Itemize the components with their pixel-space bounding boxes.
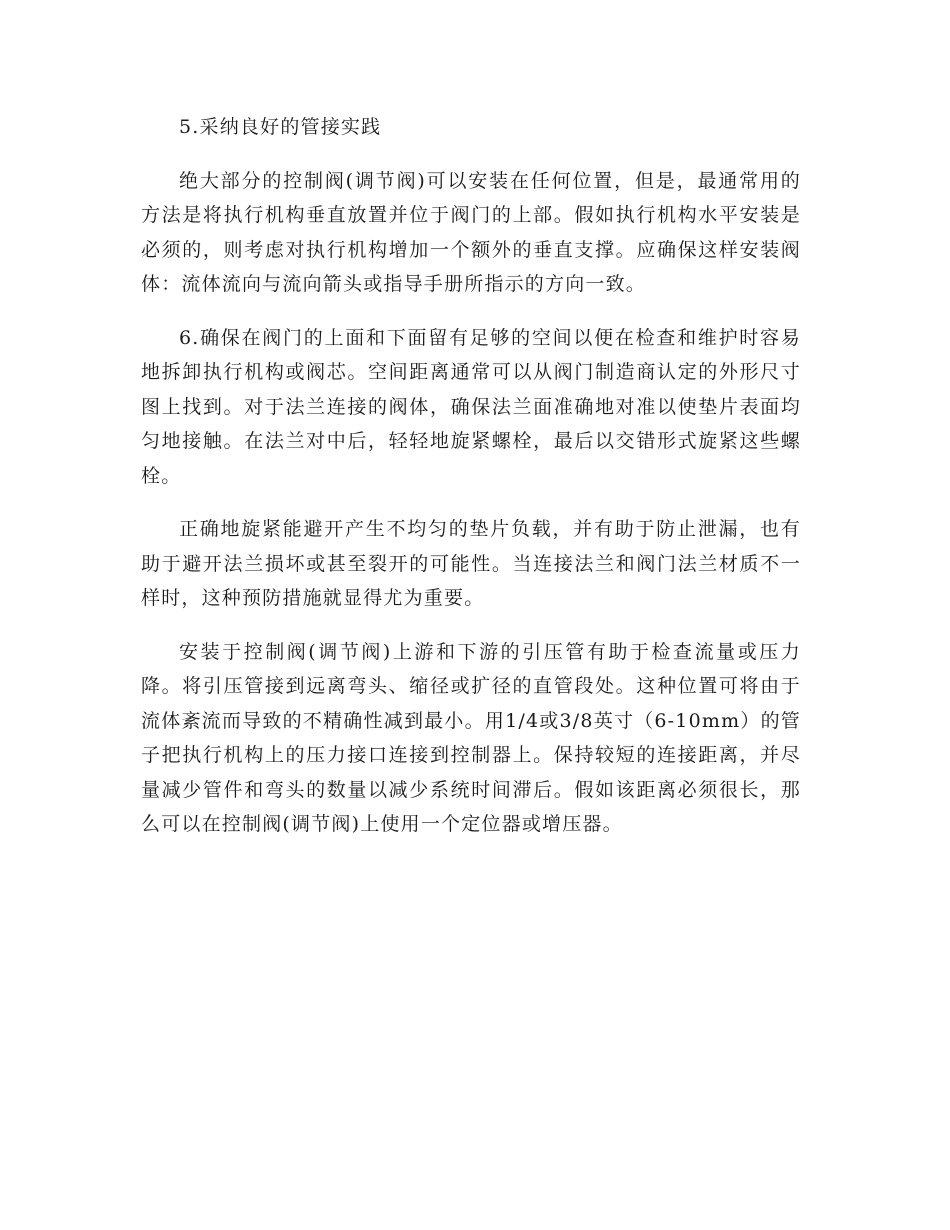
paragraph-maintenance-space: 6.确保在阀门的上面和下面留有足够的空间以便在检查和维护时容易地拆卸执行机构或阀芯。空间距离通常可以从阀门制造商认定的外形尺寸图上找到。对于法兰连接的阀体，确保法兰面准确地对准以使垫片表面均匀地接触。在法兰对中后，轻轻地旋紧螺栓，最后以交错形式旋紧这些螺栓。 — [141, 326, 801, 487]
section-heading-5: 5.采纳良好的管接实践 — [179, 116, 382, 138]
paragraph-bolt-tightening: 正确地旋紧能避开产生不均匀的垫片负载，并有助于防止泄漏，也有助于避开法兰损坏或甚至裂开的可能性。当连接法兰和阀门法兰材质不一样时，这种预防措施就显得尤为重要。 — [141, 518, 801, 609]
document-body — [141, 110, 801, 861]
paragraph-pressure-taps: 安装于控制阀(调节阀)上游和下游的引压管有助于检查流量或压力降。将引压管接到远离弯头、缩径或扩径的直管段处。这种位置可将由于流体紊流而导致的不精确性减到最小。用1/4或3/8英寸（6-10mm）的管子把执行机构上的压力接口连接到控制器上。保持较短的连接距离，并尽量减少管件和弯头的数量以减少系统时间滞后。假如该距离必须很长，那么可以在控制阀(调节阀)上使用一个定位器或增压器。 — [141, 640, 801, 835]
paragraph-valve-installation-position: 绝大部分的控制阀(调节阀)可以安装在任何位置，但是，最通常用的方法是将执行机构垂直放置并位于阀门的上部。假如执行机构水平安装是必须的，则考虑对执行机构增加一个额外的垂直支撑。应确保这样安装阀体：流体流向与流向箭头或指导手册所指示的方向一致。 — [141, 169, 801, 295]
